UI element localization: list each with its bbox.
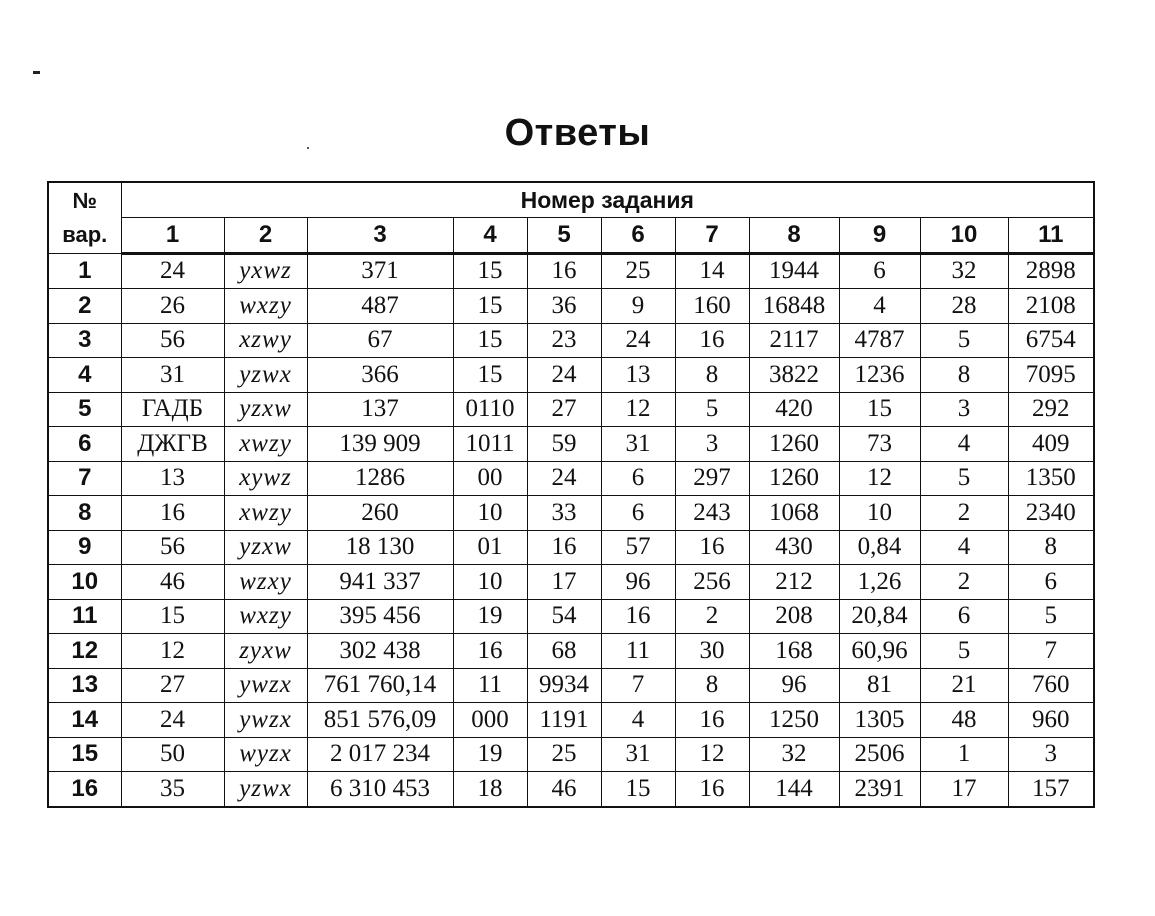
answer-cell: 11	[453, 668, 527, 703]
answer-cell: 1	[920, 737, 1008, 772]
answer-cell: 96	[601, 565, 675, 600]
variant-number: 2	[48, 289, 121, 324]
answer-cell: 851 576,09	[307, 703, 453, 738]
answer-cell: 15	[839, 392, 920, 427]
answer-cell: 57	[601, 530, 675, 565]
table-body	[48, 253, 1094, 807]
answer-cell: 000	[453, 703, 527, 738]
answer-cell: 4	[601, 703, 675, 738]
table-row	[48, 634, 1094, 669]
answer-cell: 1,26	[839, 565, 920, 600]
answer-cell: 941 337	[307, 565, 453, 600]
answer-cell: 28	[920, 289, 1008, 324]
column-header-task-1: 1	[121, 218, 224, 254]
table-row	[48, 703, 1094, 738]
answer-cell: 13	[121, 461, 224, 496]
answer-cell: 21	[920, 668, 1008, 703]
column-header-task-8: 8	[749, 218, 839, 254]
variant-number: 14	[48, 703, 121, 738]
answer-cell: 73	[839, 427, 920, 462]
answer-cell: 371	[307, 253, 453, 289]
answer-cell: ГАДБ	[121, 392, 224, 427]
answer-cell: 31	[121, 358, 224, 393]
answer-cell: 297	[675, 461, 749, 496]
answer-cell: 430	[749, 530, 839, 565]
answer-cell: 1350	[1008, 461, 1094, 496]
answer-cell: 243	[675, 496, 749, 531]
answer-cell: 366	[307, 358, 453, 393]
answer-cell: 5	[920, 634, 1008, 669]
answer-cell: 00	[453, 461, 527, 496]
answer-cell: 10	[453, 565, 527, 600]
variant-number: 11	[48, 599, 121, 634]
answer-cell: 1236	[839, 358, 920, 393]
answer-cell: 19	[453, 599, 527, 634]
answer-cell: 1305	[839, 703, 920, 738]
table-row	[48, 461, 1094, 496]
answer-cell: 15	[453, 323, 527, 358]
answer-cell: 2391	[839, 772, 920, 807]
answer-cell: 15	[121, 599, 224, 634]
answer-cell: 168	[749, 634, 839, 669]
answer-cell: 32	[920, 253, 1008, 289]
column-header-task-10: 10	[920, 218, 1008, 254]
answer-cell: 25	[527, 737, 601, 772]
variant-number: 1	[48, 253, 121, 289]
answer-cell: 96	[749, 668, 839, 703]
answer-cell: 10	[453, 496, 527, 531]
table-row	[48, 565, 1094, 600]
answer-cell: 8	[675, 668, 749, 703]
answer-cell: 1286	[307, 461, 453, 496]
table-row	[48, 496, 1094, 531]
answer-cell: 7095	[1008, 358, 1094, 393]
answer-cell: xwzy	[224, 427, 307, 462]
answer-cell: 01	[453, 530, 527, 565]
answer-cell: 6754	[1008, 323, 1094, 358]
variant-number: 16	[48, 772, 121, 807]
answer-cell: 56	[121, 323, 224, 358]
answer-cell: 6	[1008, 565, 1094, 600]
variant-number: 6	[48, 427, 121, 462]
answer-cell: 2	[920, 565, 1008, 600]
answer-cell: 6	[601, 496, 675, 531]
answer-cell: 15	[601, 772, 675, 807]
answer-cell: 5	[920, 323, 1008, 358]
answer-cell: ywzx	[224, 703, 307, 738]
table-row	[48, 392, 1094, 427]
answer-cell: 24	[527, 461, 601, 496]
answer-cell: 9934	[527, 668, 601, 703]
table-row	[48, 427, 1094, 462]
variant-number: 4	[48, 358, 121, 393]
answer-cell: 4787	[839, 323, 920, 358]
variant-number: 3	[48, 323, 121, 358]
variant-number: 8	[48, 496, 121, 531]
answer-cell: 33	[527, 496, 601, 531]
answer-cell: yzxw	[224, 530, 307, 565]
variant-number: 5	[48, 392, 121, 427]
answer-cell: xywz	[224, 461, 307, 496]
answer-cell: 1944	[749, 253, 839, 289]
answer-cell: 9	[601, 289, 675, 324]
answer-cell: 137	[307, 392, 453, 427]
answer-cell: 1260	[749, 427, 839, 462]
answer-cell: 1250	[749, 703, 839, 738]
answer-cell: 0,84	[839, 530, 920, 565]
answer-cell: 31	[601, 427, 675, 462]
answer-cell: 292	[1008, 392, 1094, 427]
table-row	[48, 289, 1094, 324]
answer-cell: 30	[675, 634, 749, 669]
answer-cell: 157	[1008, 772, 1094, 807]
answer-cell: 3	[1008, 737, 1094, 772]
answer-cell: zyxw	[224, 634, 307, 669]
answer-cell: 1260	[749, 461, 839, 496]
answer-cell: 67	[307, 323, 453, 358]
variant-number: 9	[48, 530, 121, 565]
answer-cell: yxwz	[224, 253, 307, 289]
table-row	[48, 253, 1094, 289]
answer-cell: 27	[527, 392, 601, 427]
column-header-task-7: 7	[675, 218, 749, 254]
answer-cell: 56	[121, 530, 224, 565]
corner-number-sign: №	[72, 187, 98, 213]
table-row	[48, 358, 1094, 393]
answer-cell: 26	[121, 289, 224, 324]
answer-cell: 139 909	[307, 427, 453, 462]
answer-cell: 7	[1008, 634, 1094, 669]
answer-cell: 144	[749, 772, 839, 807]
answer-cell: 2	[920, 496, 1008, 531]
answer-cell: 5	[920, 461, 1008, 496]
answer-cell: 420	[749, 392, 839, 427]
answer-cell: 24	[527, 358, 601, 393]
answer-cell: 15	[453, 358, 527, 393]
answer-cell: 14	[675, 253, 749, 289]
answer-cell: 6	[839, 253, 920, 289]
variant-number: 13	[48, 668, 121, 703]
answer-cell: 0110	[453, 392, 527, 427]
table-row	[48, 772, 1094, 807]
answer-cell: 16	[527, 530, 601, 565]
answer-cell: 46	[527, 772, 601, 807]
answer-cell: 16	[675, 530, 749, 565]
answer-cell: 260	[307, 496, 453, 531]
answers-table	[47, 181, 1095, 808]
answer-cell: xwzy	[224, 496, 307, 531]
answer-cell: 12	[601, 392, 675, 427]
answer-cell: 212	[749, 565, 839, 600]
answer-cell: 12	[121, 634, 224, 669]
task-number-header: Номер задания	[121, 182, 1094, 218]
answer-cell: 3	[920, 392, 1008, 427]
answer-cell: 18	[453, 772, 527, 807]
answer-cell: 24	[121, 703, 224, 738]
answer-cell: 2340	[1008, 496, 1094, 531]
answer-cell: 160	[675, 289, 749, 324]
answer-cell: 2117	[749, 323, 839, 358]
column-header-task-4: 4	[453, 218, 527, 254]
variant-number: 10	[48, 565, 121, 600]
answer-cell: 12	[675, 737, 749, 772]
answer-cell: 8	[675, 358, 749, 393]
answer-cell: 27	[121, 668, 224, 703]
variant-number: 15	[48, 737, 121, 772]
answer-cell: 60,96	[839, 634, 920, 669]
page-title: Ответы	[504, 112, 651, 154]
answer-cell: 13	[601, 358, 675, 393]
answer-cell: 15	[453, 253, 527, 289]
answer-cell: yzwx	[224, 772, 307, 807]
answer-cell: 24	[121, 253, 224, 289]
answer-cell: 960	[1008, 703, 1094, 738]
answer-cell: 25	[601, 253, 675, 289]
answer-cell: 16	[675, 772, 749, 807]
answer-cell: 17	[527, 565, 601, 600]
answer-cell: 24	[601, 323, 675, 358]
table-row	[48, 668, 1094, 703]
answer-cell: 761 760,14	[307, 668, 453, 703]
answer-cell: wxzy	[224, 289, 307, 324]
answer-cell: 2108	[1008, 289, 1094, 324]
table-row	[48, 530, 1094, 565]
answer-cell: 19	[453, 737, 527, 772]
answer-cell: 59	[527, 427, 601, 462]
answer-cell: 16	[675, 323, 749, 358]
answer-cell: 16	[601, 599, 675, 634]
answer-cell: 760	[1008, 668, 1094, 703]
answer-cell: 2506	[839, 737, 920, 772]
variant-number: 7	[48, 461, 121, 496]
answer-cell: yzwx	[224, 358, 307, 393]
table-row	[48, 599, 1094, 634]
answer-cell: 2	[675, 599, 749, 634]
scan-speck	[33, 71, 40, 74]
answer-cell: xzwy	[224, 323, 307, 358]
answer-cell: 302 438	[307, 634, 453, 669]
answer-cell: 81	[839, 668, 920, 703]
column-header-task-3: 3	[307, 218, 453, 254]
answer-cell: wzxy	[224, 565, 307, 600]
answer-cell: 6 310 453	[307, 772, 453, 807]
answer-cell: 208	[749, 599, 839, 634]
column-header-task-9: 9	[839, 218, 920, 254]
answer-cell: 5	[675, 392, 749, 427]
answer-cell: 395 456	[307, 599, 453, 634]
answer-cell: 3822	[749, 358, 839, 393]
answer-cell: 50	[121, 737, 224, 772]
answer-cell: 16	[453, 634, 527, 669]
answer-cell: 54	[527, 599, 601, 634]
answer-cell: wxzy	[224, 599, 307, 634]
answer-cell: ДЖГВ	[121, 427, 224, 462]
corner-header	[48, 182, 121, 253]
answer-cell: 1191	[527, 703, 601, 738]
answer-cell: 16848	[749, 289, 839, 324]
answer-cell: 46	[121, 565, 224, 600]
answer-cell: 20,84	[839, 599, 920, 634]
answer-cell: 8	[920, 358, 1008, 393]
column-header-task-11: 11	[1008, 218, 1094, 254]
answer-cell: 17	[920, 772, 1008, 807]
answer-cell: wyzx	[224, 737, 307, 772]
answer-cell: 4	[920, 427, 1008, 462]
answer-cell: 6	[920, 599, 1008, 634]
answer-cell: 6	[601, 461, 675, 496]
answer-cell: 16	[527, 253, 601, 289]
column-header-task-2: 2	[224, 218, 307, 254]
answer-cell: 1068	[749, 496, 839, 531]
answer-cell: 16	[121, 496, 224, 531]
variant-number: 12	[48, 634, 121, 669]
table-row	[48, 737, 1094, 772]
answer-cell: 256	[675, 565, 749, 600]
answer-cell: 31	[601, 737, 675, 772]
answer-cell: 10	[839, 496, 920, 531]
answer-cell: 12	[839, 461, 920, 496]
answer-cell: 15	[453, 289, 527, 324]
answer-cell: 487	[307, 289, 453, 324]
column-header-task-5: 5	[527, 218, 601, 254]
answer-cell: 68	[527, 634, 601, 669]
answer-cell: 4	[839, 289, 920, 324]
answer-cell: 1011	[453, 427, 527, 462]
answer-cell: 5	[1008, 599, 1094, 634]
answer-cell: 23	[527, 323, 601, 358]
answer-cell: yzxw	[224, 392, 307, 427]
answer-cell: 16	[675, 703, 749, 738]
answer-cell: 8	[1008, 530, 1094, 565]
table-row	[48, 323, 1094, 358]
answer-cell: 35	[121, 772, 224, 807]
answer-cell: 11	[601, 634, 675, 669]
answer-cell: 36	[527, 289, 601, 324]
column-header-task-6: 6	[601, 218, 675, 254]
answer-cell: 4	[920, 530, 1008, 565]
answer-cell: 2898	[1008, 253, 1094, 289]
answer-cell: 18 130	[307, 530, 453, 565]
answer-cell: 32	[749, 737, 839, 772]
answer-cell: 7	[601, 668, 675, 703]
answer-cell: 3	[675, 427, 749, 462]
answer-cell: ywzx	[224, 668, 307, 703]
answer-cell: 2 017 234	[307, 737, 453, 772]
answer-cell: 48	[920, 703, 1008, 738]
corner-variant-label: вар.	[62, 221, 108, 247]
answer-cell: 409	[1008, 427, 1094, 462]
column-header-row	[48, 218, 1094, 254]
